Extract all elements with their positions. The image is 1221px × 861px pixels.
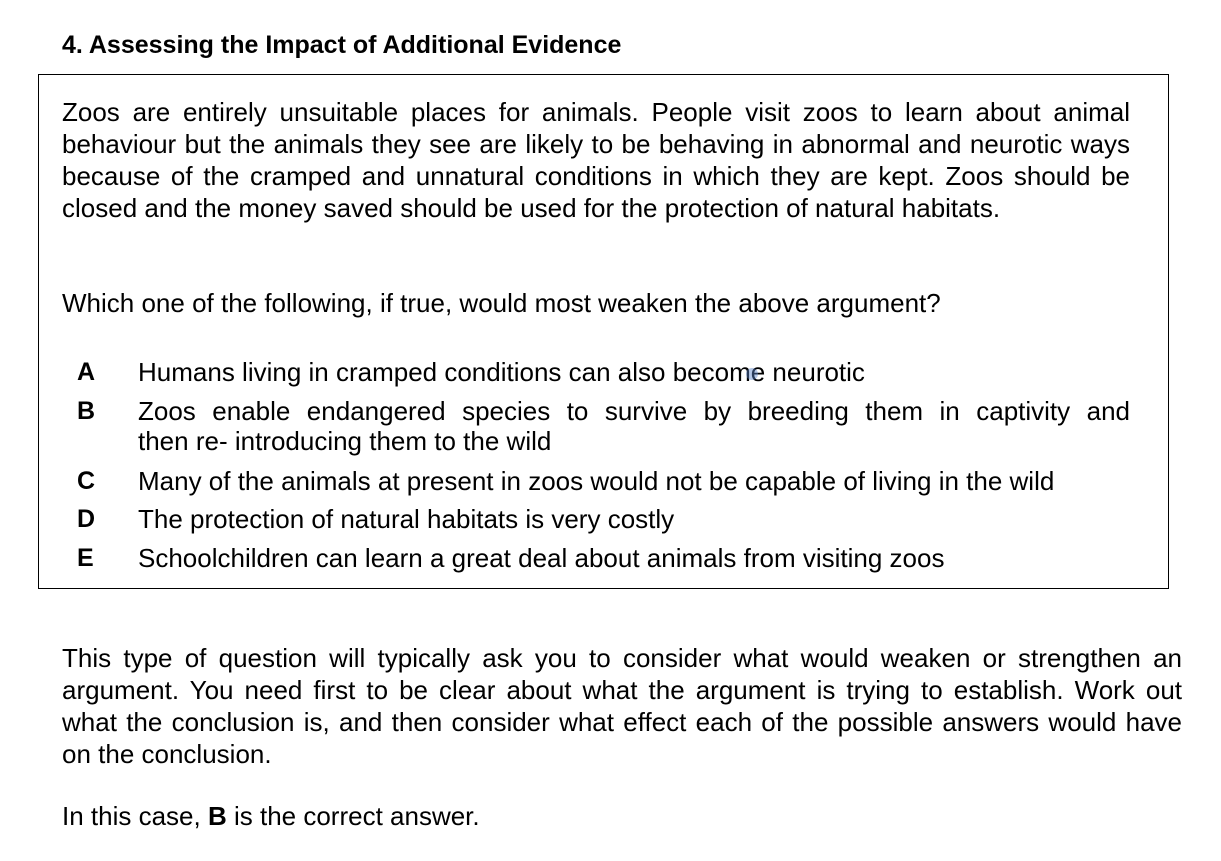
section-heading: 4. Assessing the Impact of Additional Evidence xyxy=(62,31,622,59)
answer-prefix: In this case, xyxy=(62,801,208,831)
option-letter: C xyxy=(77,467,96,495)
argument-passage: Zoos are entirely unsuitable places for animals. People visit zoos to learn about animal behaviour but the animals they see are likely to be behaving in abnormal and neurotic ways because of the cramped and unnatural conditions in which they are kept. Zoos should be closed and the money saved should be used for the protection of natural habitats. xyxy=(62,97,1130,223)
option-text: Humans living in cramped conditions can also become neurotic xyxy=(138,357,865,387)
option-text-line: then re- introducing them to the wild xyxy=(138,426,552,456)
option-text: Schoolchildren can learn a great deal about animals from visiting zoos xyxy=(138,543,945,573)
option-text xyxy=(138,396,1130,456)
option-text-line: Zoos enable endangered species to survive by breeding them in captivity and xyxy=(138,396,1130,426)
option-text: The protection of natural habitats is very costly xyxy=(138,504,675,534)
explanation-paragraph: This type of question will typically ask you to consider what would weaken or strengthen an argument. You need first to be clear about what the argument is trying to establish. Work out what the conclusion is, and then consider what effect each of the possible answers would have on the conclusion. xyxy=(62,643,1182,769)
option-text: Many of the animals at present in zoos would not be capable of living in the wild xyxy=(138,466,1055,496)
option-letter: E xyxy=(77,544,94,572)
answer-letter: B xyxy=(207,801,227,831)
answer-statement xyxy=(62,800,480,832)
option-letter: B xyxy=(77,397,96,425)
answer-suffix: is the correct answer. xyxy=(226,801,480,831)
question-box xyxy=(38,74,1169,589)
cursor-dot-icon xyxy=(746,368,758,380)
question-prompt: Which one of the following, if true, would most weaken the above argument? xyxy=(62,288,941,318)
option-letter: D xyxy=(77,505,96,533)
option-letter: A xyxy=(77,358,96,386)
